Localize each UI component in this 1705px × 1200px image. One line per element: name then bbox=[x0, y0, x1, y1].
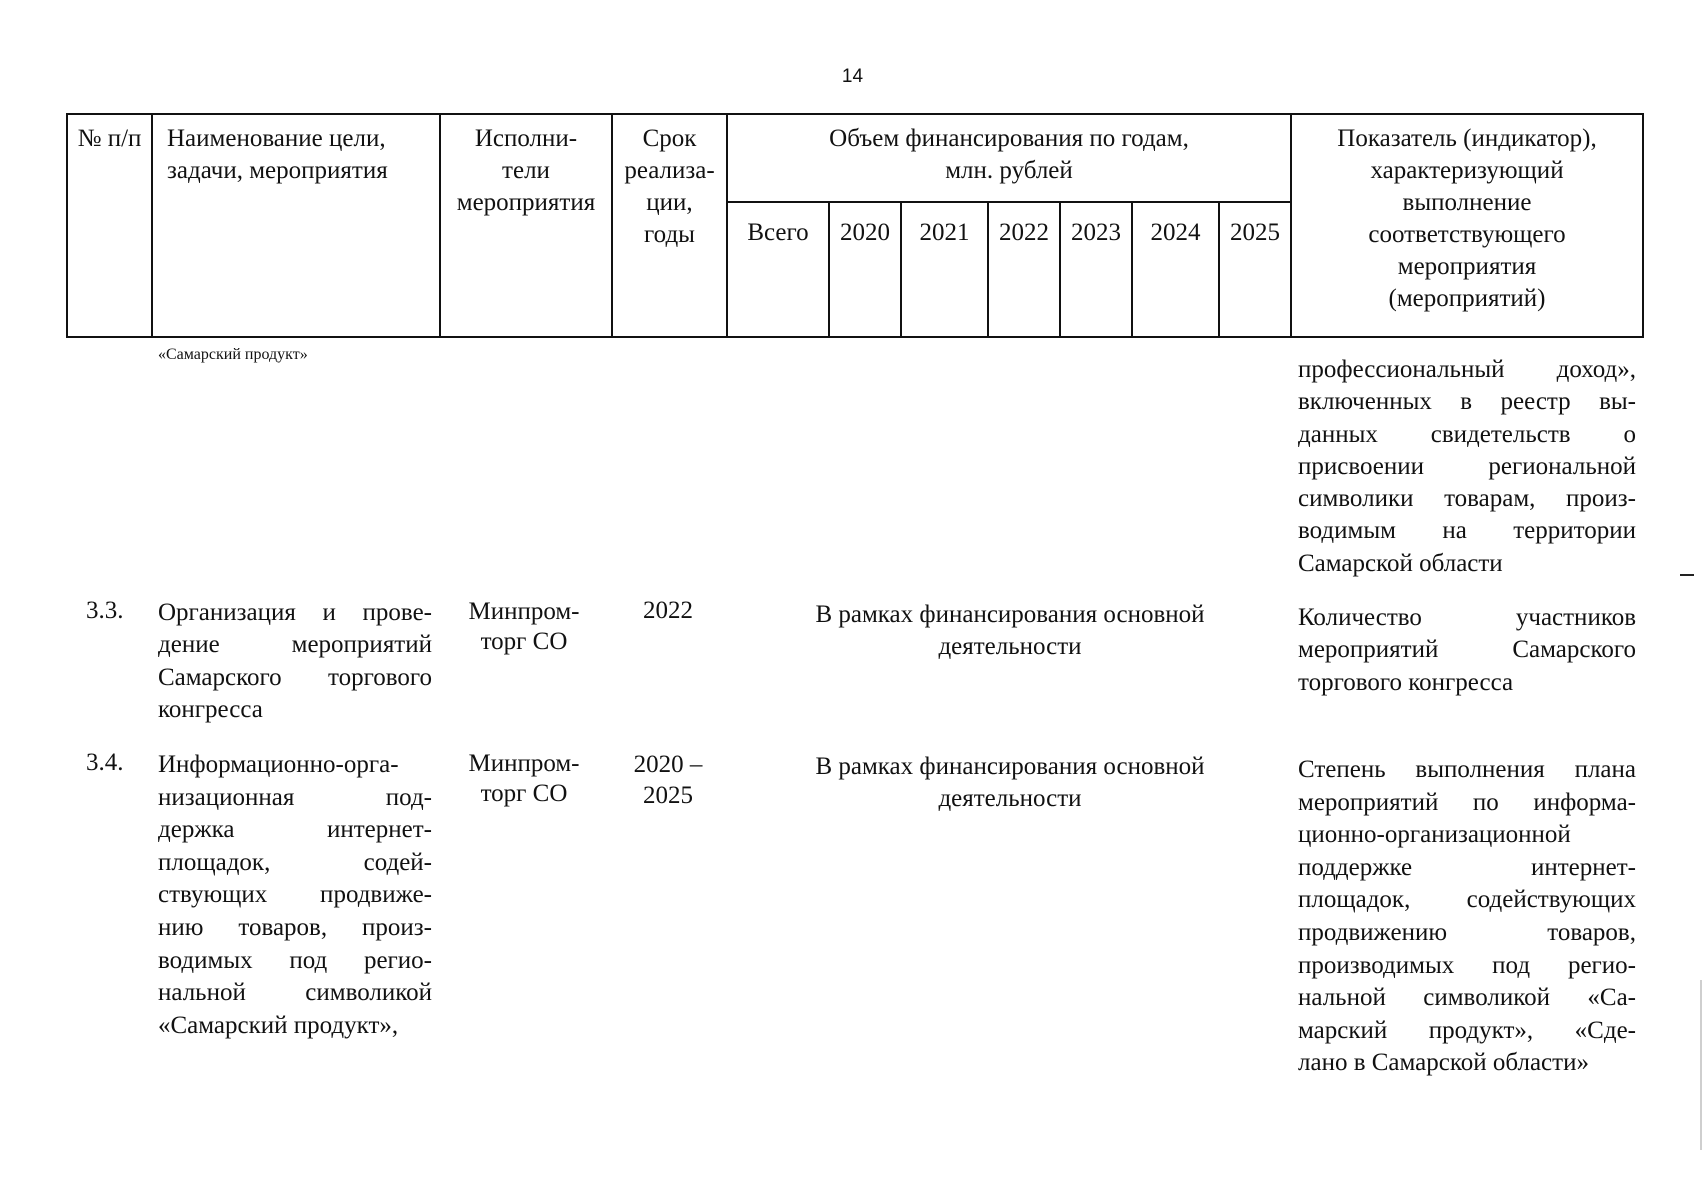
header-indicator: Показатель (индикатор), характеризующий выполнение соответствующего мероприятия (мероприятий) bbox=[1291, 114, 1643, 337]
indicator-line: ционно-организационной bbox=[1298, 821, 1571, 849]
indicator-line: мероприятий по информа- bbox=[1298, 788, 1636, 816]
name-line: нию товаров, произ- bbox=[158, 913, 432, 941]
row-3-4-funding: В рамках финансирования основной деятельности bbox=[815, 753, 1205, 812]
indicator-line: Количество участников bbox=[1298, 604, 1636, 631]
continuation-name: «Самарский продукт» bbox=[158, 346, 308, 363]
indicator-line: включенных в реестр вы- bbox=[1298, 388, 1636, 416]
row-3-4-indicator bbox=[1298, 754, 1636, 1080]
name-line: нальной символикой bbox=[158, 979, 432, 1007]
header-year-2021: 2021 bbox=[901, 202, 988, 337]
row-3-4-executor: Минпром- торг СО bbox=[468, 750, 580, 807]
indicator-line: продвижению товаров, bbox=[1298, 918, 1636, 946]
continuation-indicator bbox=[1298, 354, 1636, 580]
name-line: держка интернет- bbox=[158, 816, 432, 844]
row-3-3-funding: В рамках финансирования основной деятельности bbox=[815, 601, 1205, 660]
indicator-line: профессиональный доход», bbox=[1298, 356, 1636, 383]
header-year-2020: 2020 bbox=[829, 202, 901, 337]
row-3-3-term: 2022 bbox=[643, 597, 693, 624]
header-funding: Объем финансирования по годам, млн. рублей bbox=[727, 114, 1291, 202]
indicator-line: символики товарам, произ- bbox=[1298, 485, 1636, 513]
name-line: Самарского торгового bbox=[158, 663, 432, 691]
indicator-line: площадок, содействующих bbox=[1298, 886, 1636, 914]
indicator-line: Самарской области bbox=[1298, 549, 1503, 577]
header-year-2023: 2023 bbox=[1060, 202, 1132, 337]
indicator-line: лано в Самарской области» bbox=[1298, 1049, 1589, 1077]
row-3-3-num: 3.3. bbox=[86, 597, 124, 624]
header-num: № п/п bbox=[67, 114, 152, 337]
header-year-2022: 2022 bbox=[988, 202, 1060, 337]
row-3-4-name bbox=[158, 749, 432, 1042]
scan-edge-line bbox=[1700, 980, 1702, 1150]
indicator-line: поддержке интернет- bbox=[1298, 853, 1636, 881]
indicator-line: марский продукт», «Сде- bbox=[1298, 1016, 1636, 1044]
table-header bbox=[66, 113, 1644, 338]
header-total: Всего bbox=[727, 202, 829, 337]
row-3-4-num: 3.4. bbox=[86, 749, 124, 776]
name-line: Организация и прове- bbox=[158, 599, 432, 626]
row-3-4-term: 2020 – 2025 bbox=[633, 751, 703, 809]
header-name: Наименование цели, задачи, мероприятия bbox=[152, 114, 440, 337]
name-line: низационная под- bbox=[158, 783, 432, 811]
row-3-3-indicator bbox=[1298, 602, 1636, 699]
indicator-line: Степень выполнения плана bbox=[1298, 756, 1636, 783]
indicator-line: присвоении региональной bbox=[1298, 452, 1636, 480]
indicator-line: производимых под регио- bbox=[1298, 951, 1636, 979]
row-3-3-name bbox=[158, 597, 432, 726]
name-line: конгресса bbox=[158, 695, 263, 723]
row-3-3-executor: Минпром- торг СО bbox=[468, 598, 580, 655]
indicator-line: нальной символикой «Са- bbox=[1298, 984, 1636, 1012]
name-line: ствующих продвиже- bbox=[158, 881, 432, 909]
indicator-line: мероприятий Самарского bbox=[1298, 636, 1636, 664]
name-line: водимых под регио- bbox=[158, 946, 432, 974]
indicator-line: торгового конгресса bbox=[1298, 668, 1514, 696]
page-number: 14 bbox=[841, 66, 864, 87]
indicator-line: данных свидетельств о bbox=[1298, 420, 1636, 448]
name-line: «Самарский продукт», bbox=[158, 1011, 399, 1039]
header-year-2025: 2025 bbox=[1219, 202, 1291, 337]
indicator-line: водимым на территории bbox=[1298, 517, 1636, 545]
name-line: площадок, содей- bbox=[158, 848, 432, 876]
name-line: Информационно-орга- bbox=[158, 751, 399, 778]
header-term: Срок реализа- ции, годы bbox=[612, 114, 727, 337]
margin-dash bbox=[1680, 574, 1694, 576]
header-year-2024: 2024 bbox=[1132, 202, 1219, 337]
header-executors: Исполни- тели мероприятия bbox=[440, 114, 612, 337]
name-line: дение мероприятий bbox=[158, 631, 432, 659]
